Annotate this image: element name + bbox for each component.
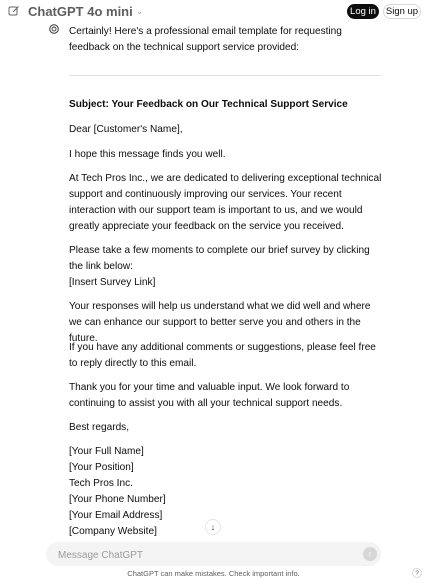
- top-bar: [0, 0, 427, 24]
- email-subject: Subject: Your Feedback on Our Technical Support Service: [69, 99, 348, 110]
- chevron-down-icon: ⌄: [135, 6, 144, 16]
- disclaimer-text: ChatGPT can make mistakes. Check important info.: [127, 569, 300, 578]
- survey-link-placeholder: [Insert Survey Link]: [69, 277, 156, 288]
- model-selector[interactable]: [28, 4, 143, 19]
- email-paragraph-5: Thank you for your time and valuable input. We look forward to continuing to assist you with all your technical support needs.: [69, 382, 350, 409]
- email-closing: Best regards,: [69, 422, 130, 433]
- scroll-down-button[interactable]: [205, 519, 221, 535]
- signature-position: [Your Position]: [69, 462, 134, 473]
- email-paragraph-3: Your responses will help us understand what we did well and where we can enhance our support to better serve you and others in the future.: [69, 301, 371, 344]
- openai-logo-icon: [48, 23, 60, 35]
- divider: [69, 75, 381, 76]
- message-input[interactable]: [56, 546, 350, 564]
- signup-button[interactable]: Sign up: [383, 4, 421, 19]
- login-button[interactable]: Log in: [347, 4, 379, 19]
- signature-website: [Company Website]: [69, 526, 157, 537]
- email-paragraph-1: At Tech Pros Inc., we are dedicated to delivering exceptional technical support and continuously improving our services. Your recent interaction with our support team is important to us, and we would greatly appreciate your feedback on the service you received.: [69, 173, 382, 232]
- signature-phone: [Your Phone Number]: [69, 494, 166, 505]
- arrow-down-icon: ↓: [210, 522, 216, 532]
- email-hope-line: I hope this message finds you well.: [69, 149, 226, 160]
- send-button[interactable]: [363, 547, 377, 561]
- signature-name: [Your Full Name]: [69, 446, 144, 457]
- help-button[interactable]: ?: [412, 568, 422, 578]
- message-composer: [46, 542, 381, 566]
- email-paragraph-4: If you have any additional comments or suggestions, please feel free to reply directly to this email.: [69, 342, 376, 369]
- email-paragraph-2: Please take a few moments to complete our brief survey by clicking the link below:: [69, 245, 370, 272]
- signature-email: [Your Email Address]: [69, 510, 163, 521]
- new-chat-icon[interactable]: [8, 5, 20, 17]
- model-name: ChatGPT 4o mini: [28, 4, 133, 19]
- signature-company: Tech Pros Inc.: [69, 478, 133, 489]
- arrow-up-icon: ↑: [367, 549, 373, 559]
- assistant-intro: Certainly! Here's a professional email template for requesting feedback on the technical support service provided:: [69, 26, 342, 53]
- email-greeting: Dear [Customer's Name],: [69, 124, 183, 135]
